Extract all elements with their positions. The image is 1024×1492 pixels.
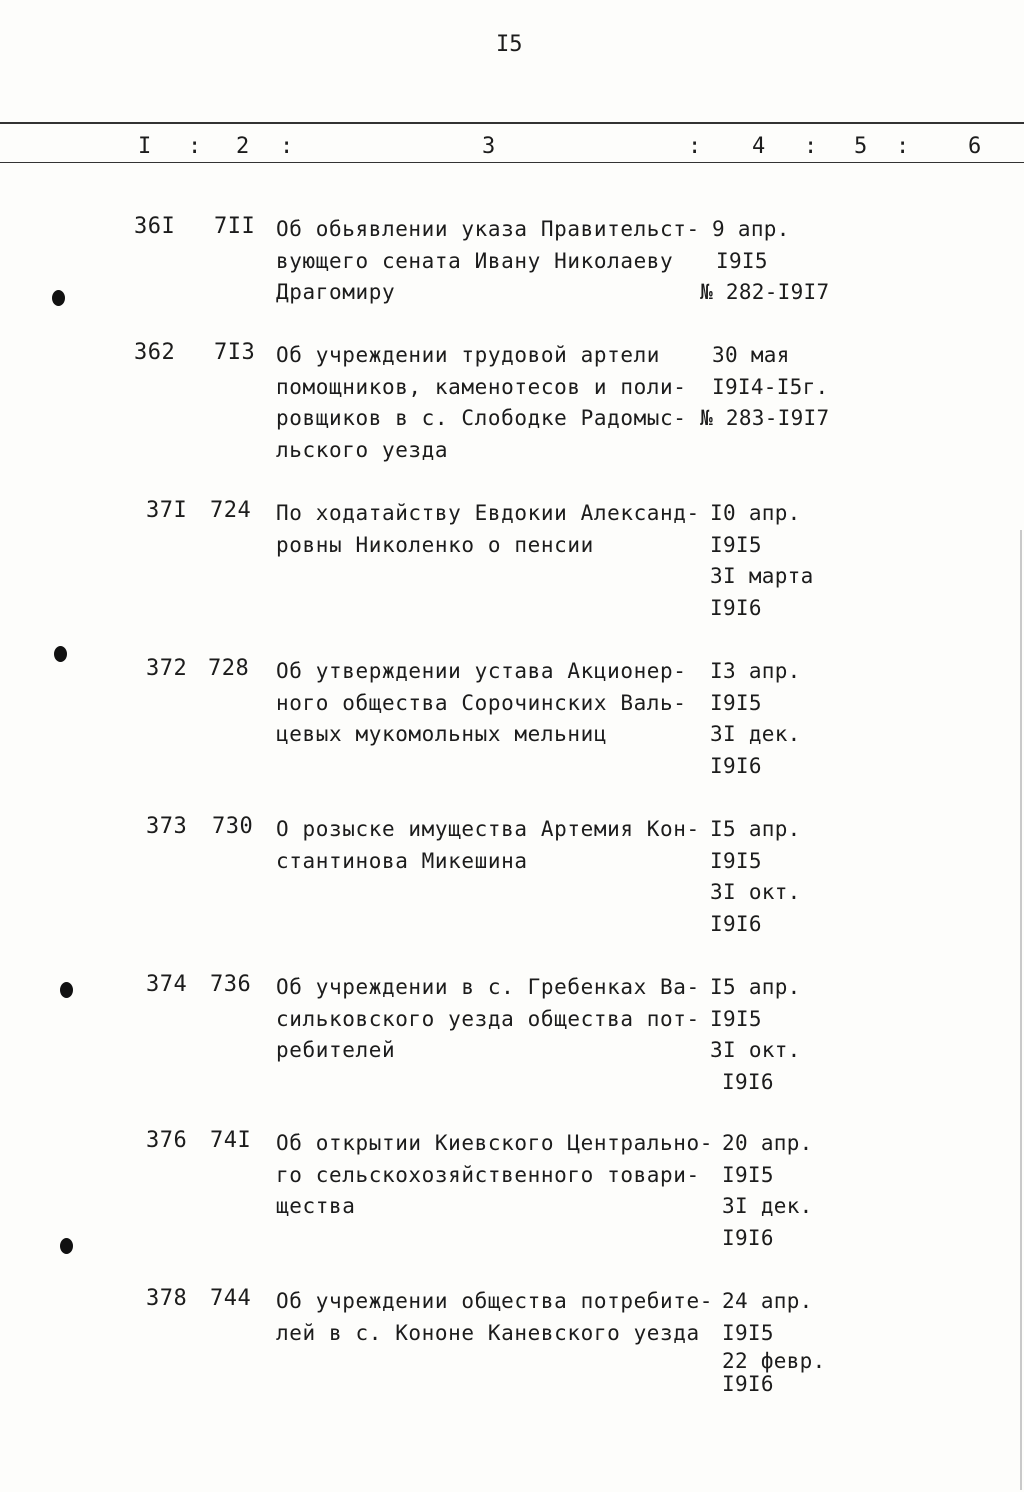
record-number: 376 (146, 1128, 188, 1153)
date-line: 3I марта (710, 564, 814, 588)
record-number: 362 (134, 340, 176, 365)
column-header-5: 5 (854, 134, 868, 159)
date-line: I9I6 (722, 1372, 774, 1396)
date-line: I9I6 (722, 1225, 774, 1250)
description-line: Об открытии Киевского Центрально- (276, 1131, 714, 1155)
record-number: 372 (146, 656, 188, 681)
date-line: I9I5 (710, 1006, 762, 1031)
description-line: лей в с. Кононе Каневского уезда (276, 1320, 700, 1345)
column-header-3: 3 (482, 134, 496, 159)
date-line: I9I5 (710, 690, 762, 715)
description-line: помощников, каменотесов и поли- (276, 374, 687, 399)
date-line: 3I дек. (722, 1194, 813, 1218)
header-bottom-rule (0, 162, 1024, 163)
header-top-rule (0, 122, 1024, 124)
punch-hole-mark (52, 290, 65, 306)
description-line: О розыске имущества Артемия Кон- (276, 817, 700, 841)
description-line: Об учреждении общества потребите- (276, 1289, 714, 1313)
record-description (276, 656, 696, 751)
file-number: 7II (214, 214, 256, 239)
date-line: I9I4-I5г. (712, 374, 829, 399)
date-line: I9I5 (722, 1162, 774, 1187)
date-line: 20 апр. (722, 1131, 813, 1155)
column-separator: : (280, 134, 294, 159)
column-header-6: 6 (968, 134, 982, 159)
record-description (276, 214, 700, 309)
record-description (276, 972, 700, 1067)
date-line: I9I5 (710, 848, 762, 873)
file-number: 730 (212, 814, 254, 839)
record-description (276, 340, 696, 466)
date-line: № 283-I9I7 (700, 406, 830, 430)
record-description (276, 1128, 714, 1223)
page-edge-shadow (1020, 530, 1022, 1490)
record-number: 36I (134, 214, 176, 239)
punch-hole-mark (54, 646, 67, 662)
date-line: I5 апр. (710, 817, 801, 841)
date-line: I5 апр. (710, 975, 801, 999)
date-line: I9I6 (722, 1069, 774, 1094)
file-number: 74I (210, 1128, 252, 1153)
description-line: Драгомиру (276, 280, 396, 304)
date-line: I9I5 (722, 1320, 774, 1345)
column-header-4: 4 (752, 134, 766, 159)
punch-hole-mark (60, 982, 73, 998)
record-dates (722, 1128, 882, 1254)
date-line: I9I6 (710, 753, 762, 778)
date-line: 22 февр. (722, 1349, 826, 1373)
column-separator: : (804, 134, 818, 159)
description-line: го сельскохозяйственного товари- (276, 1162, 700, 1187)
description-line: Об учреждении в с. Гребенках Ва- (276, 975, 700, 999)
description-line: Об утверждении устава Акционер- (276, 659, 687, 683)
record-dates (722, 1286, 882, 1395)
column-header-1: I (138, 134, 152, 159)
date-line: I9I5 (716, 248, 768, 273)
description-line: Об обьявлении указа Правительст- (276, 217, 700, 241)
description-line: ного общества Сорочинских Валь- (276, 690, 687, 715)
record-dates (710, 814, 870, 940)
column-separator: : (688, 134, 702, 159)
column-header-2: 2 (236, 134, 250, 159)
record-dates (710, 656, 870, 782)
record-dates (700, 214, 860, 309)
description-line: льского уезда (276, 437, 449, 462)
column-separator: : (188, 134, 202, 159)
record-description (276, 1286, 714, 1349)
description-line: Об учреждении трудовой артели (276, 343, 661, 367)
date-line: I3 апр. (710, 659, 801, 683)
record-dates (710, 498, 870, 624)
date-line: 30 мая (712, 343, 790, 367)
page-number: I5 (496, 32, 523, 57)
date-line: I9I6 (710, 911, 762, 936)
file-number: 7I3 (214, 340, 256, 365)
column-separator: : (896, 134, 910, 159)
date-line: I9I6 (710, 595, 762, 620)
record-number: 374 (146, 972, 188, 997)
description-line: стантинова Микешина (276, 848, 528, 873)
record-number: 37I (146, 498, 188, 523)
file-number: 736 (210, 972, 252, 997)
date-line: 3I дек. (710, 722, 801, 746)
record-description (276, 814, 700, 877)
date-line: I9I5 (710, 532, 762, 557)
record-number: 373 (146, 814, 188, 839)
description-line: щества (276, 1194, 356, 1218)
file-number: 724 (210, 498, 252, 523)
file-number: 728 (208, 656, 250, 681)
description-line: сильковского уезда общества пот- (276, 1006, 700, 1031)
description-line: По ходатайству Евдокии Александ- (276, 501, 700, 525)
date-line: 3I окт. (710, 880, 801, 904)
description-line: цевых мукомольных мельниц (276, 722, 608, 746)
description-line: ребителей (276, 1038, 396, 1062)
file-number: 744 (210, 1286, 252, 1311)
date-line: 24 апр. (722, 1289, 813, 1313)
record-number: 378 (146, 1286, 188, 1311)
description-line: ровщиков в с. Слободке Радомыс- (276, 406, 687, 430)
record-dates (710, 972, 870, 1098)
date-line: 9 апр. (712, 217, 790, 241)
description-line: ровны Николенко о пенсии (276, 532, 594, 557)
record-dates (700, 340, 860, 435)
description-line: вующего сената Ивану Николаеву (276, 248, 674, 273)
record-description (276, 498, 700, 561)
date-line: № 282-I9I7 (700, 280, 830, 304)
punch-hole-mark (60, 1238, 73, 1254)
date-line: 3I окт. (710, 1038, 801, 1062)
date-line: I0 апр. (710, 501, 801, 525)
